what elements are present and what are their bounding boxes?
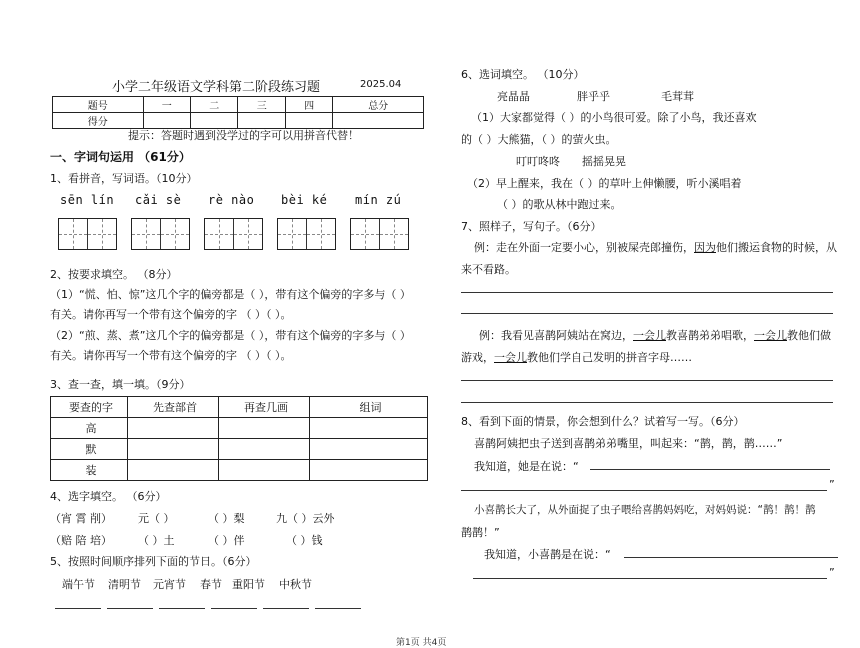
- lookup-char: 高: [51, 418, 128, 439]
- score-header-cell: 三: [238, 97, 285, 113]
- q6-sentence: 的（ ）大熊猫，（ ）的萤火虫。: [461, 133, 617, 146]
- answer-line[interactable]: [590, 469, 830, 470]
- lookup-row: [51, 418, 428, 439]
- answer-line[interactable]: [461, 292, 833, 293]
- underlined-word: 一会儿: [633, 329, 666, 342]
- q6-sentence: （ ）的歌从林中跑过来。: [497, 198, 622, 211]
- q6-sentence: （2）早上醒来，我在（ ）的草叶上伸懒腰，听小溪唱着: [467, 177, 742, 190]
- q4-blank: 九（ ）云外: [276, 512, 335, 525]
- answer-line[interactable]: [461, 402, 833, 403]
- q4-blank: （ ）伴: [208, 534, 245, 547]
- question-5-title: 5、按照时间顺序排列下面的节日。（6分）: [50, 555, 257, 568]
- q4-blank: 元（ ）: [138, 512, 175, 525]
- q7-example-1: [474, 239, 837, 255]
- question-2-title: 2、按要求填空。 （8分）: [50, 268, 178, 281]
- score-header-cell: 一: [143, 97, 190, 113]
- lookup-header: 先查部首: [128, 397, 219, 418]
- q8-scene-2: 小喜鹊长大了，从外面捉了虫子喂给喜鹊妈妈吃，对妈妈说：“鹊！鹊！鹊: [474, 504, 816, 516]
- tip-text: 提示：答题时遇到没学过的字可以用拼音代替！: [128, 129, 359, 142]
- answer-line[interactable]: [211, 608, 257, 609]
- section-heading: 一、字词句运用 （61分）: [50, 150, 191, 164]
- word-choice: 胖乎乎: [577, 90, 610, 103]
- writing-grid[interactable]: [204, 218, 263, 250]
- q4-blank: （ ）梨: [208, 512, 245, 525]
- answer-line[interactable]: [461, 380, 833, 381]
- lookup-answer-cell[interactable]: [128, 418, 219, 439]
- q4-options: （宵 霄 削）: [50, 512, 112, 525]
- question-6-title: 6、选词填空。 （10分）: [461, 68, 585, 81]
- score-header-cell: 总分: [333, 97, 424, 113]
- q8-answer-prompt: 我知道，小喜鹊是在说：“: [484, 548, 611, 561]
- question-1-title: 1、看拼音，写词语。（10分）: [50, 172, 198, 185]
- lookup-header-row: [51, 397, 428, 418]
- q7-example-2: [479, 327, 831, 343]
- word-choice: 摇摇晃晃: [582, 155, 626, 168]
- word-choice: 叮叮咚咚: [516, 155, 560, 168]
- lookup-answer-cell[interactable]: [219, 418, 310, 439]
- page-title: 小学二年级语文学科第二阶段练习题: [112, 80, 321, 95]
- q7-example-2-cont: [461, 349, 692, 365]
- score-header-cell: 二: [191, 97, 238, 113]
- word-choice: 毛茸茸: [661, 90, 694, 103]
- q4-blank: （ ）土: [138, 534, 175, 547]
- pinyin-label: bèi ké: [281, 193, 328, 207]
- answer-line[interactable]: [315, 608, 361, 609]
- answer-line[interactable]: [55, 608, 101, 609]
- lookup-header: 要查的字: [51, 397, 128, 418]
- q7-ex2-text: 教他们学自己发明的拼音字母……: [527, 351, 692, 364]
- writing-grid[interactable]: [58, 218, 117, 250]
- q8-answer-prompt: 我知道，她是在说：“: [474, 460, 579, 473]
- lookup-row: [51, 460, 428, 481]
- lookup-answer-cell[interactable]: [219, 439, 310, 460]
- q8-scene-1: 喜鹊阿姨把虫子送到喜鹊弟弟嘴里，叫起来：“鹊，鹊，鹊……”: [474, 437, 783, 450]
- answer-line[interactable]: [263, 608, 309, 609]
- pinyin-label: rè nào: [208, 193, 255, 207]
- score-row-label: 得分: [53, 113, 144, 129]
- pinyin-label: cǎi sè: [135, 193, 182, 207]
- score-header-cell: 四: [285, 97, 332, 113]
- answer-line[interactable]: [107, 608, 153, 609]
- question-8-title: 8、看到下面的情景，你会想到什么？试着写一写。（6分）: [461, 415, 745, 428]
- q2-line: 有关。请你再写一个带有这个偏旁的字 （ ）（ ）。: [50, 349, 292, 362]
- q8-scene-2-cont: 鹊鹊！”: [461, 526, 500, 539]
- lookup-header: 组词: [310, 397, 428, 418]
- q7-ex2-text: 教喜鹊弟弟唱歌，: [666, 329, 754, 342]
- q4-options: （赔 陪 培）: [50, 534, 112, 547]
- question-4-title: 4、选字填空。 （6分）: [50, 490, 167, 503]
- score-header-row: [53, 97, 424, 113]
- answer-line[interactable]: [461, 490, 827, 491]
- question-3-title: 3、查一查，填一填。（9分）: [50, 378, 191, 391]
- q7-ex1-text: 他们搬运食物的时候，从: [716, 241, 837, 254]
- lookup-row: [51, 439, 428, 460]
- close-quote: ”: [829, 566, 835, 579]
- festival-label: 元宵节: [153, 578, 186, 591]
- lookup-answer-cell[interactable]: [128, 460, 219, 481]
- festival-label: 清明节: [108, 578, 141, 591]
- writing-grid[interactable]: [277, 218, 336, 250]
- festival-label: 中秋节: [279, 578, 312, 591]
- underlined-word: 一会儿: [494, 351, 527, 364]
- q2-line: （1）“慌、怕、惊”这几个字的偏旁都是（ ），带有这个偏旁的字多与（ ）: [50, 288, 411, 301]
- lookup-char: 默: [51, 439, 128, 460]
- underlined-word: 一会儿: [754, 329, 787, 342]
- word-choice: 亮晶晶: [497, 90, 530, 103]
- exam-date: 2025.04: [360, 79, 402, 90]
- answer-line[interactable]: [159, 608, 205, 609]
- answer-line[interactable]: [624, 557, 838, 558]
- festival-label: 重阳节: [232, 578, 265, 591]
- q7-ex2-text: 游戏，: [461, 351, 494, 364]
- pinyin-label: mín zú: [355, 193, 402, 207]
- lookup-char: 装: [51, 460, 128, 481]
- score-header-cell: 题号: [53, 97, 144, 113]
- answer-line[interactable]: [473, 578, 827, 579]
- lookup-answer-cell[interactable]: [310, 418, 428, 439]
- q7-ex1-text: 例：走在外面一定要小心，别被屎壳郎撞伤，: [474, 241, 694, 254]
- q7-ex2-text: 教他们做: [787, 329, 831, 342]
- close-quote: ”: [829, 478, 835, 491]
- writing-grid[interactable]: [131, 218, 190, 250]
- dictionary-lookup-table: [50, 396, 428, 481]
- lookup-answer-cell[interactable]: [219, 460, 310, 481]
- underlined-word: 因为: [694, 241, 716, 254]
- festival-label: 春节: [200, 578, 222, 591]
- page-number: 第1页 共4页: [396, 638, 447, 648]
- question-7-title: 7、照样子，写句子。（6分）: [461, 220, 602, 233]
- lookup-answer-cell[interactable]: [128, 439, 219, 460]
- answer-line[interactable]: [461, 313, 833, 314]
- lookup-answer-cell[interactable]: [310, 439, 428, 460]
- q7-example-1-cont: 来不看路。: [461, 263, 516, 276]
- q7-ex2-text: 例：我看见喜鹊阿姨站在窝边，: [479, 329, 633, 342]
- festival-label: 端午节: [62, 578, 95, 591]
- q2-line: 有关。请你再写一个带有这个偏旁的字 （ ）（ ）。: [50, 308, 292, 321]
- lookup-answer-cell[interactable]: [310, 460, 428, 481]
- q4-blank: （ ）钱: [286, 534, 323, 547]
- pinyin-label: sēn lín: [60, 193, 115, 207]
- q2-line: （2）“煎、蒸、煮”这几个字的偏旁都是（ ），带有这个偏旁的字多与（ ）: [50, 329, 411, 342]
- lookup-header: 再查几画: [219, 397, 310, 418]
- score-table: [52, 96, 424, 129]
- writing-grid[interactable]: [350, 218, 409, 250]
- q6-sentence: （1）大家都觉得（ ）的小鸟很可爱。除了小鸟，我还喜欢: [471, 111, 757, 124]
